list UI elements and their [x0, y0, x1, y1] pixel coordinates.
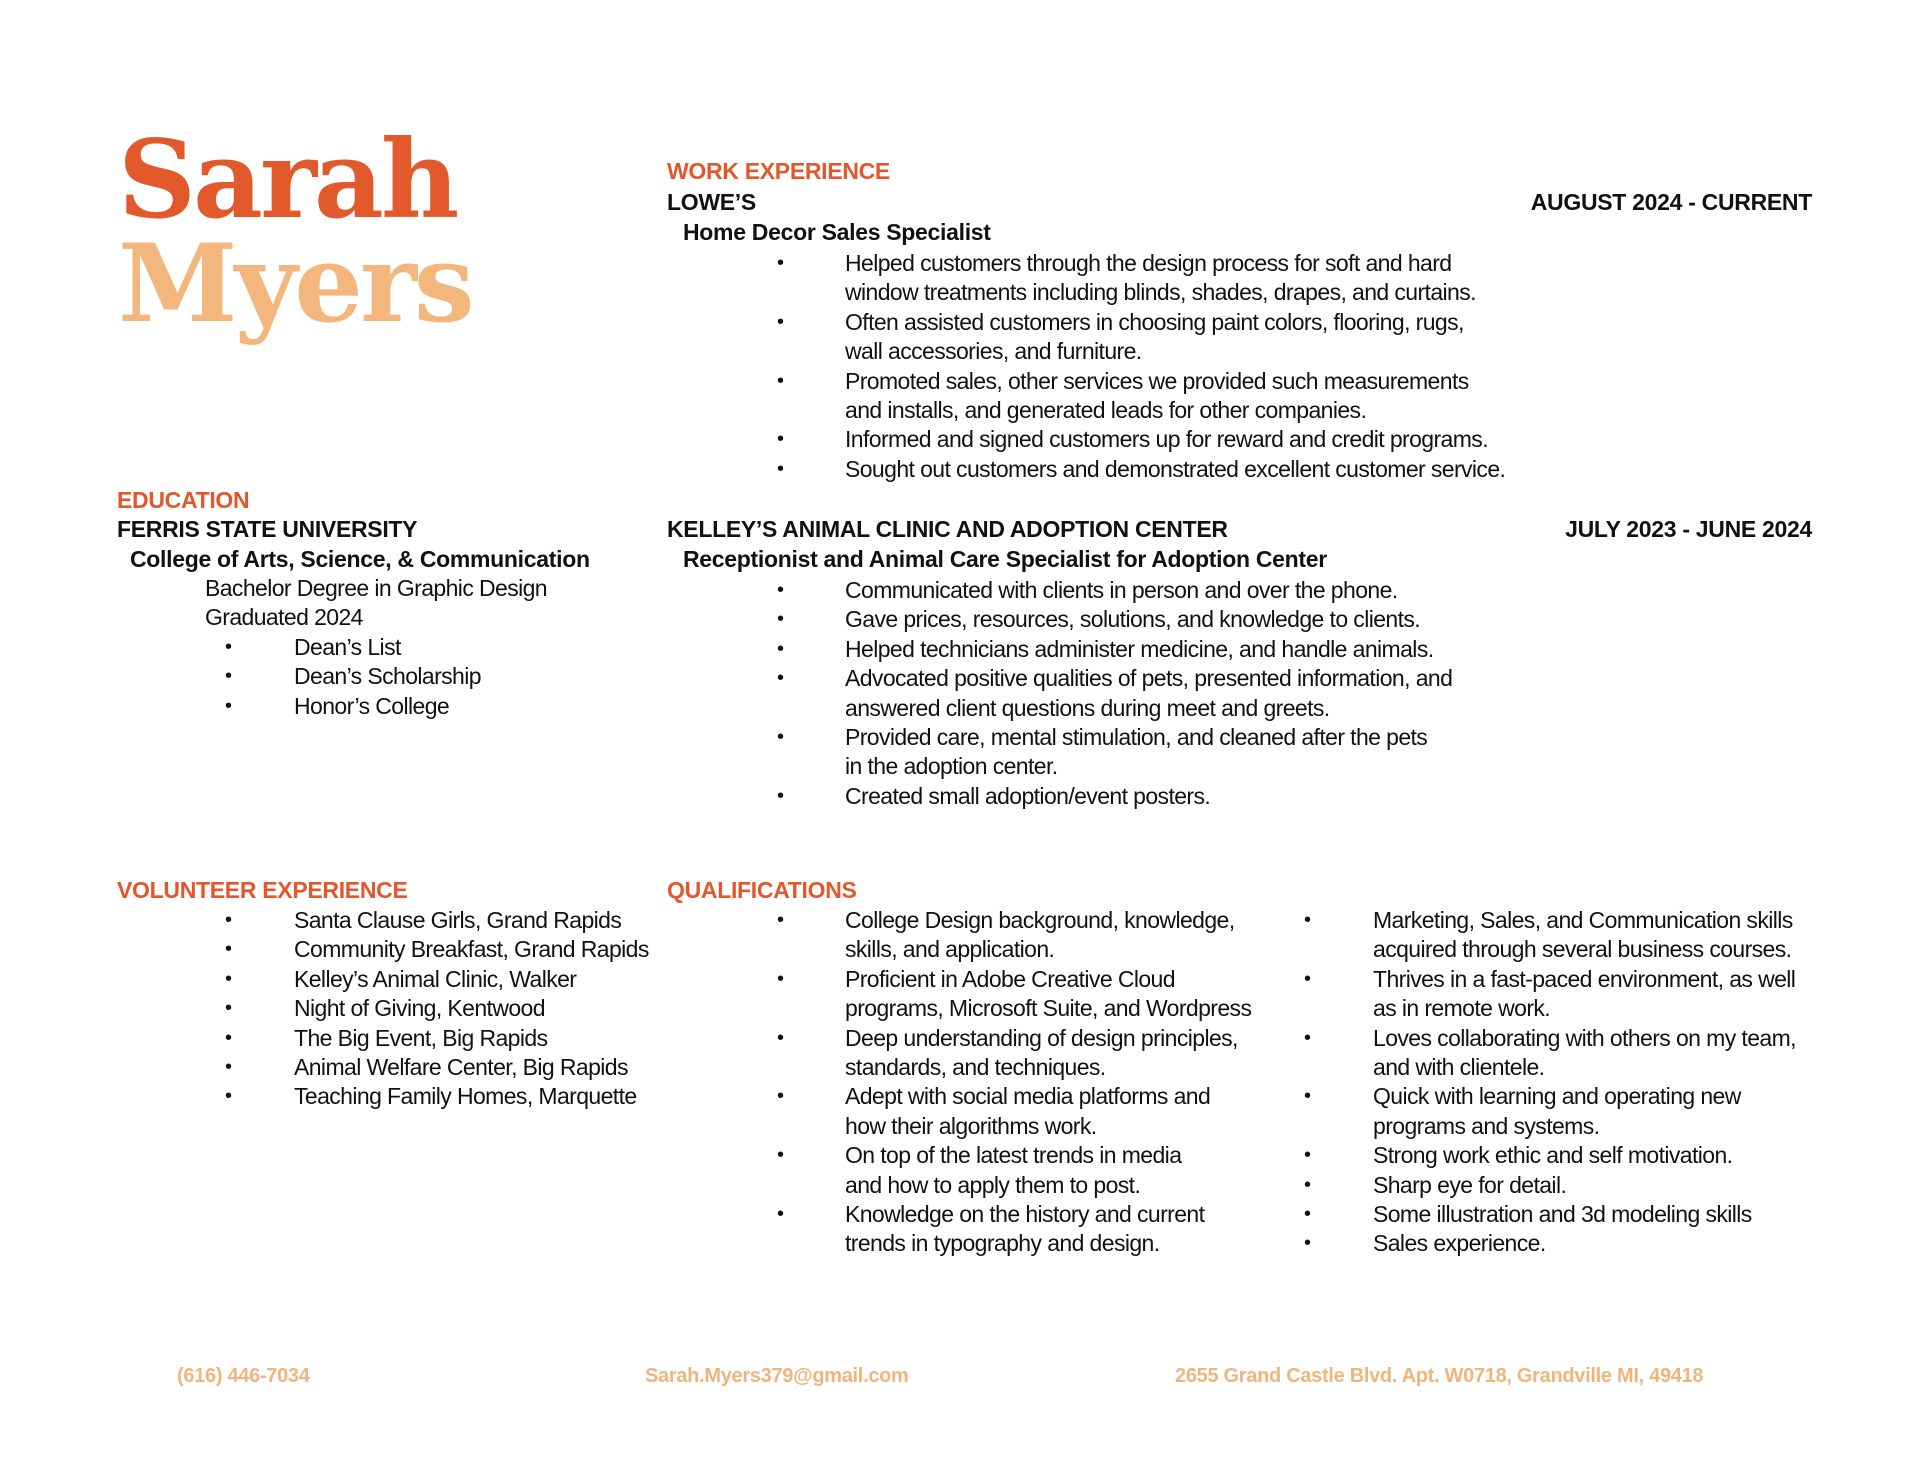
volunteer-item-text: Kelley’s Animal Clinic, Walker	[294, 965, 577, 992]
bullet-icon: •	[777, 369, 784, 392]
bullet-icon: •	[1304, 1232, 1311, 1255]
job-1-role: Home Decor Sales Specialist	[683, 219, 991, 245]
bullet-icon: •	[1304, 1203, 1311, 1226]
qualification-item-text: Adept with social media platforms and	[845, 1083, 1211, 1110]
job-1-duty-item-text: Promoted sales, other services we provided such measurements	[845, 367, 1469, 394]
qualification-item-text: trends in typography and design.	[845, 1230, 1160, 1257]
qualification-item-text: Sales experience.	[1373, 1230, 1546, 1257]
bullet-icon: •	[777, 608, 784, 631]
school-name: FERRIS STATE UNIVERSITY	[117, 516, 418, 542]
qualification-item-text: Proficient in Adobe Creative Cloud	[845, 965, 1175, 992]
volunteer-item	[117, 965, 677, 994]
qualification-item-text: programs and systems.	[1373, 1112, 1600, 1139]
volunteer-item-text: Santa Clause Girls, Grand Rapids	[294, 907, 622, 933]
qualification-item-text: On top of the latest trends in media	[845, 1142, 1182, 1169]
education-heading: EDUCATION	[117, 487, 250, 513]
bullet-icon: •	[777, 428, 784, 451]
qualifications-right-list	[1193, 906, 1833, 1259]
qualification-item	[1193, 965, 1833, 1024]
job-2-duty-item-text: Provided care, mental stimulation, and cleaned after the pets	[845, 724, 1428, 751]
job-2-org: KELLEY’S ANIMAL CLINIC AND ADOPTION CENTER	[667, 516, 1228, 542]
college-name: College of Arts, Science, & Communication	[130, 546, 590, 572]
bullet-icon: •	[225, 694, 232, 717]
contact-email: Sarah.Myers379@gmail.com	[645, 1365, 909, 1387]
job-2-dates: JULY 2023 - JUNE 2024	[1565, 516, 1812, 542]
job-2-duty-item	[667, 576, 1567, 605]
bullet-icon: •	[777, 579, 784, 601]
qualification-item-text: College Design background, knowledge,	[845, 907, 1235, 933]
work-heading: WORK EXPERIENCE	[667, 158, 890, 184]
job-1-duty-item	[667, 308, 1567, 367]
qualification-item-text: Knowledge on the history and current	[845, 1201, 1205, 1228]
qualification-item-text: Sharp eye for detail.	[1373, 1171, 1567, 1198]
honor-item-text: Dean’s List	[294, 634, 401, 660]
bullet-icon: •	[225, 1085, 232, 1108]
bullet-icon: •	[225, 938, 232, 961]
volunteer-item-text: Animal Welfare Center, Big Rapids	[294, 1054, 628, 1081]
bullet-icon: •	[1304, 1026, 1311, 1049]
bullet-icon: •	[225, 967, 232, 990]
graduated: Graduated 2024	[205, 604, 363, 630]
qualification-item-text: and how to apply them to post.	[845, 1171, 1141, 1198]
qualification-item-text: skills, and application.	[845, 936, 1055, 963]
job-2-duty-item	[667, 635, 1567, 664]
job-1-duty-item-text: Informed and signed customers up for reward and credit programs.	[845, 426, 1488, 453]
qualification-item-text: standards, and techniques.	[845, 1054, 1106, 1081]
job-1-duty-item	[667, 367, 1567, 426]
name-first: Sarah	[118, 117, 457, 243]
qualifications-heading: QUALIFICATIONS	[667, 877, 857, 903]
job-2-duty-item	[667, 605, 1567, 634]
qualification-item-text: Loves collaborating with others on my team,	[1373, 1024, 1796, 1051]
volunteer-item-text: The Big Event, Big Rapids	[294, 1024, 548, 1051]
bullet-icon: •	[777, 637, 784, 660]
job-2-duty-item	[667, 782, 1567, 811]
bullet-icon: •	[777, 1144, 784, 1167]
job-2-duty-item	[667, 723, 1567, 782]
name-last: Myers	[118, 221, 472, 347]
bullet-icon: •	[225, 997, 232, 1020]
contact-address: 2655 Grand Castle Blvd. Apt. W0718, Grandville MI, 49418	[1175, 1365, 1704, 1387]
qualification-item-text: Deep understanding of design principles,	[845, 1024, 1238, 1051]
volunteer-list	[117, 906, 677, 1112]
bullet-icon: •	[1304, 1144, 1311, 1167]
honor-item	[117, 633, 637, 662]
bullet-icon: •	[777, 667, 784, 690]
volunteer-heading: VOLUNTEER EXPERIENCE	[117, 877, 408, 903]
job-1-duty-item	[667, 425, 1567, 454]
bullet-icon: •	[225, 909, 232, 931]
job-2-duty-item-text: Communicated with clients in person and over the phone.	[845, 577, 1398, 603]
bullet-icon: •	[777, 784, 784, 807]
bullet-icon: •	[1304, 1173, 1311, 1196]
degree: Bachelor Degree in Graphic Design	[205, 575, 548, 601]
qualification-item-text: how their algorithms work.	[845, 1112, 1097, 1139]
bullet-icon: •	[225, 1026, 232, 1049]
bullet-icon: •	[1304, 909, 1311, 931]
qualification-item-text: Marketing, Sales, and Communication skills	[1373, 907, 1793, 933]
job-2-duty-item	[667, 664, 1567, 723]
job-1-duty-item	[667, 249, 1567, 308]
job-1-duty-item-text: and installs, and generated leads for other companies.	[845, 397, 1367, 424]
job-1-duty-item	[667, 455, 1567, 484]
contact-phone: (616) 446-7034	[177, 1365, 310, 1387]
job-2-duty-item-text: Gave prices, resources, solutions, and knowledge to clients.	[845, 606, 1421, 633]
qualification-item	[1193, 1082, 1833, 1141]
bullet-icon: •	[777, 310, 784, 333]
qualification-item-text: programs, Microsoft Suite, and Wordpress	[845, 995, 1252, 1022]
job-1-duty-item-text: Sought out customers and demonstrated excellent customer service.	[845, 455, 1506, 482]
qualification-item	[1193, 1229, 1833, 1258]
qualification-item-text: acquired through several business courses.	[1373, 936, 1792, 963]
honor-item	[117, 662, 637, 691]
volunteer-item	[117, 906, 677, 935]
job-2-duty-item-text: Helped technicians administer medicine, and handle animals.	[845, 635, 1434, 662]
job-2-duty-item-text: in the adoption center.	[845, 753, 1058, 780]
bullet-icon: •	[777, 1203, 784, 1226]
honor-item-text: Dean’s Scholarship	[294, 663, 481, 690]
qualification-item-text: Some illustration and 3d modeling skills	[1373, 1201, 1752, 1228]
volunteer-item-text: Community Breakfast, Grand Rapids	[294, 936, 649, 963]
honors-list	[117, 633, 637, 721]
honor-item-text: Honor’s College	[294, 692, 450, 719]
volunteer-item	[117, 1024, 677, 1053]
qualification-item-text: Quick with learning and operating new	[1373, 1083, 1741, 1110]
job-1-org: LOWE’S	[667, 189, 756, 215]
volunteer-item	[117, 935, 677, 964]
job-1-duty-item-text: window treatments including blinds, shades, drapes, and curtains.	[845, 279, 1476, 306]
bullet-icon: •	[777, 252, 784, 274]
bullet-icon: •	[225, 636, 232, 658]
bullet-icon: •	[777, 1026, 784, 1049]
job-2-role: Receptionist and Animal Care Specialist for Adoption Center	[683, 546, 1327, 572]
volunteer-item	[117, 1082, 677, 1111]
bullet-icon: •	[1304, 967, 1311, 990]
qualification-item-text: Strong work ethic and self motivation.	[1373, 1142, 1733, 1169]
bullet-icon: •	[777, 909, 784, 931]
job-1-dates: AUGUST 2024 - CURRENT	[1530, 189, 1812, 215]
bullet-icon: •	[1304, 1085, 1311, 1108]
qualification-item	[1193, 1200, 1833, 1229]
job-2-duty-item-text: answered client questions during meet and greets.	[845, 694, 1330, 721]
bullet-icon: •	[225, 665, 232, 688]
job-2-duty-item-text: Advocated positive qualities of pets, presented information, and	[845, 665, 1453, 692]
job-1-duties	[667, 249, 1567, 484]
bullet-icon: •	[777, 967, 784, 990]
qualification-item-text: as in remote work.	[1373, 995, 1551, 1022]
qualification-item	[1193, 1171, 1833, 1200]
job-1-duty-item-text: Helped customers through the design process for soft and hard	[845, 250, 1452, 276]
qualification-item	[1193, 1141, 1833, 1170]
job-2-duties	[667, 576, 1567, 811]
bullet-icon: •	[777, 457, 784, 480]
bullet-icon: •	[777, 1085, 784, 1108]
bullet-icon: •	[777, 726, 784, 749]
bullet-icon: •	[225, 1056, 232, 1079]
job-2-duty-item-text: Created small adoption/event posters.	[845, 782, 1211, 809]
qualification-item-text: Thrives in a fast-paced environment, as well	[1373, 965, 1796, 992]
honor-item	[117, 692, 637, 721]
volunteer-item	[117, 994, 677, 1023]
qualification-item-text: and with clientele.	[1373, 1054, 1545, 1081]
job-1-duty-item-text: Often assisted customers in choosing paint colors, flooring, rugs,	[845, 308, 1464, 335]
volunteer-item-text: Night of Giving, Kentwood	[294, 995, 545, 1022]
volunteer-item-text: Teaching Family Homes, Marquette	[294, 1083, 637, 1110]
volunteer-item	[117, 1053, 677, 1082]
qualification-item	[1193, 906, 1833, 965]
job-1-duty-item-text: wall accessories, and furniture.	[845, 338, 1142, 365]
qualification-item	[1193, 1024, 1833, 1083]
